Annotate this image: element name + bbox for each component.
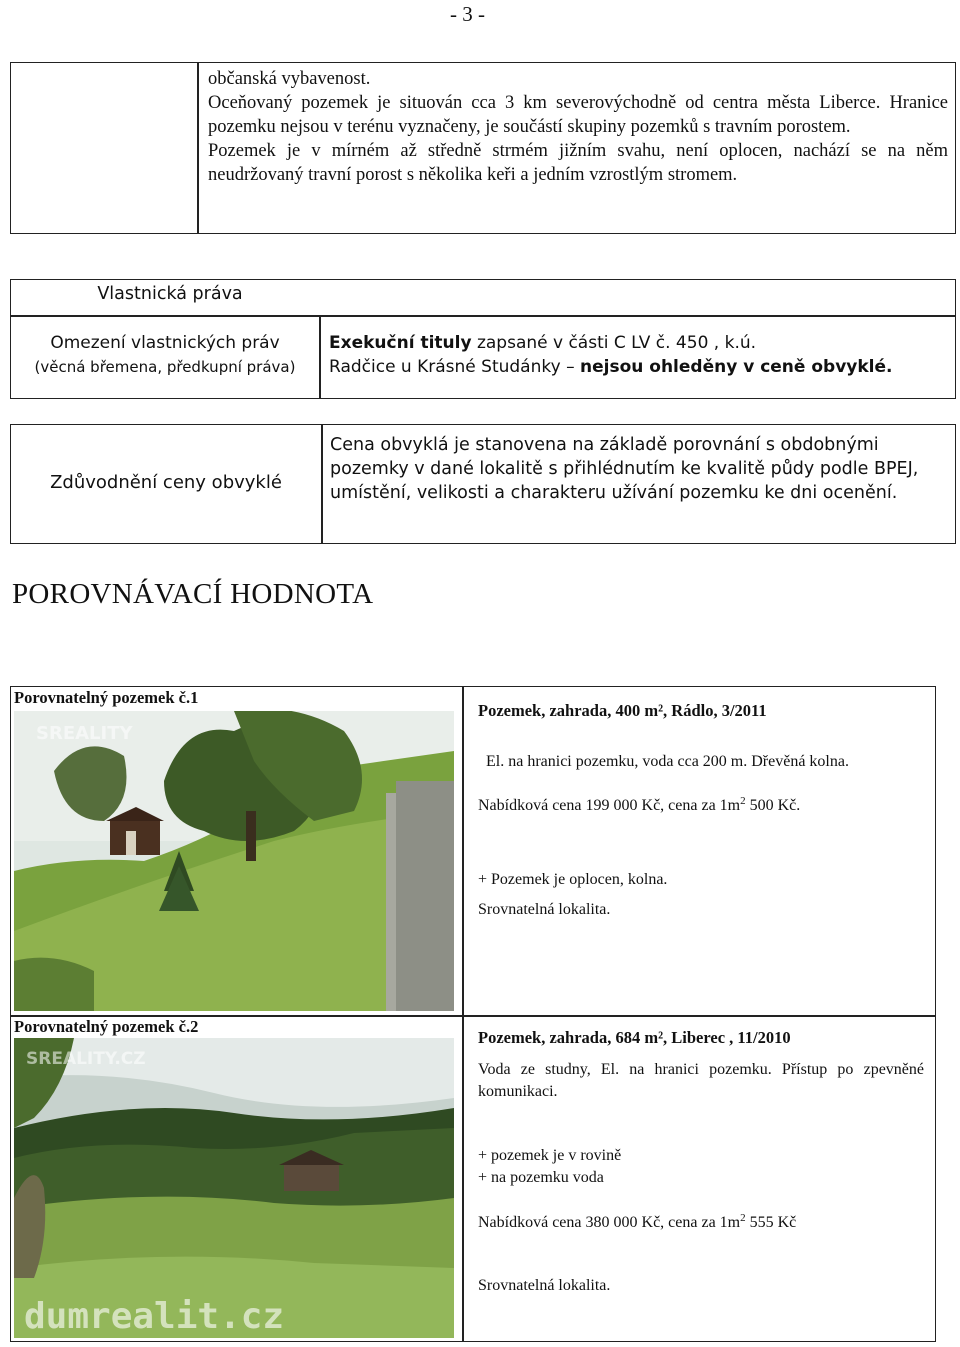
comparable-2-photo-image [14, 1038, 454, 1338]
comparable-1-note: Srovnatelná lokalita. [478, 901, 611, 918]
ownership-title: Vlastnická práva [97, 284, 243, 304]
comparable-1-price-a: Nabídková cena 199 000 Kč, cena za 1m [478, 797, 741, 814]
comparable-1-price [478, 795, 800, 815]
comparable-1-plus: + Pozemek je oplocen, kolna. [478, 871, 668, 888]
column-divider [321, 425, 323, 543]
photo-1-watermark: SREALITY [36, 723, 133, 744]
comparable-1-title: Pozemek, zahrada, 400 m², Rádlo, 3/2011 [478, 701, 767, 720]
comparable-2-note: Srovnatelná lokalita. [478, 1277, 611, 1294]
comparable-1-photo-image [14, 711, 454, 1011]
comparable-2-pluses [478, 1145, 621, 1189]
comparable-2-photo [14, 1038, 454, 1338]
comparable-2-plus-1: + pozemek je v rovině [478, 1147, 622, 1164]
comparables-table [10, 686, 936, 1342]
ownership-bold-1: Exekuční tituly [329, 333, 472, 353]
justification-box [10, 424, 956, 544]
comparable-2-title: Pozemek, zahrada, 684 m², Liberec , 11/2010 [478, 1028, 791, 1047]
comparable-1-price-sup: 2 [740, 795, 746, 807]
comparable-2-utilities: Voda ze studny, El. na hranici pozemku. Přístup po zpevněné komunikaci. [478, 1061, 924, 1100]
column-divider [197, 63, 199, 233]
ownership-label [11, 331, 319, 379]
section-heading: POROVNÁVACÍ HODNOTA [12, 578, 374, 610]
description-line-2: Oceňovaný pozemek je situován cca 3 km severovýchodně od centra města Liberce. Hranice pozemku nejsou v terénu vyznačeny, je součástí skupiny pozemků s travním porostem. [208, 93, 948, 137]
comparable-2-price-a: Nabídková cena 380 000 Kč, cena za 1m [478, 1214, 741, 1231]
justification-text: Cena obvyklá je stanovena na základě porovnání s obdobnými pozemky v dané lokalitě s přihlédnutím ke kvalitě půdy podle BPEJ, umístění, velikosti a charakteru užívání pozemku ke dni ocenění. [330, 435, 919, 503]
row-divider [11, 315, 955, 317]
ownership-value [329, 331, 949, 379]
description-line-3: Pozemek je v mírném až středně strmém jižním svahu, není oplocen, nachází se na něm neudržovaný travní porost s několika keři a jedním vzrostlým stromem. [208, 141, 948, 185]
ownership-left-label: Omezení vlastnických práv [50, 333, 280, 353]
comparable-1-utilities: El. na hranici pozemku, voda cca 200 m. Dřevěná kolna. [486, 753, 849, 770]
column-divider [462, 687, 464, 1341]
photo-2-watermark: SREALITY.CZ [26, 1049, 146, 1069]
comparable-2-price-b: 555 Kč [745, 1214, 797, 1231]
page-number: - 3 - [450, 2, 485, 26]
description-text [208, 67, 948, 187]
photo-2-watermark-2: dumrealit.cz [24, 1296, 285, 1337]
ownership-text-2: Radčice u Krásné Studánky – [329, 357, 580, 377]
description-box [10, 62, 956, 234]
comparable-1-price-b: 500 Kč. [745, 797, 801, 814]
justification-label: Zdůvodnění ceny obvyklé [50, 472, 282, 493]
comparable-2-price-sup: 2 [740, 1212, 746, 1224]
comparable-1-photo [14, 711, 454, 1011]
column-divider [319, 315, 321, 398]
description-line-1: občanská vybavenost. [208, 69, 371, 89]
comparable-1-label: Porovnatelný pozemek č.1 [14, 688, 199, 707]
ownership-line-1 [329, 331, 949, 355]
comparable-2-label: Porovnatelný pozemek č.2 [14, 1017, 199, 1036]
ownership-text-1: zapsané v části C LV č. 450 , k.ú. [471, 333, 757, 353]
ownership-box [10, 279, 956, 399]
comparable-2-price [478, 1212, 796, 1232]
comparable-2-plus-2: + na pozemku voda [478, 1169, 604, 1186]
ownership-bold-2: nejsou ohleděny v ceně obvyklé. [579, 357, 893, 377]
ownership-left-sub: (věcná břemena, předkupní práva) [34, 358, 296, 376]
ownership-line-2 [329, 355, 949, 379]
